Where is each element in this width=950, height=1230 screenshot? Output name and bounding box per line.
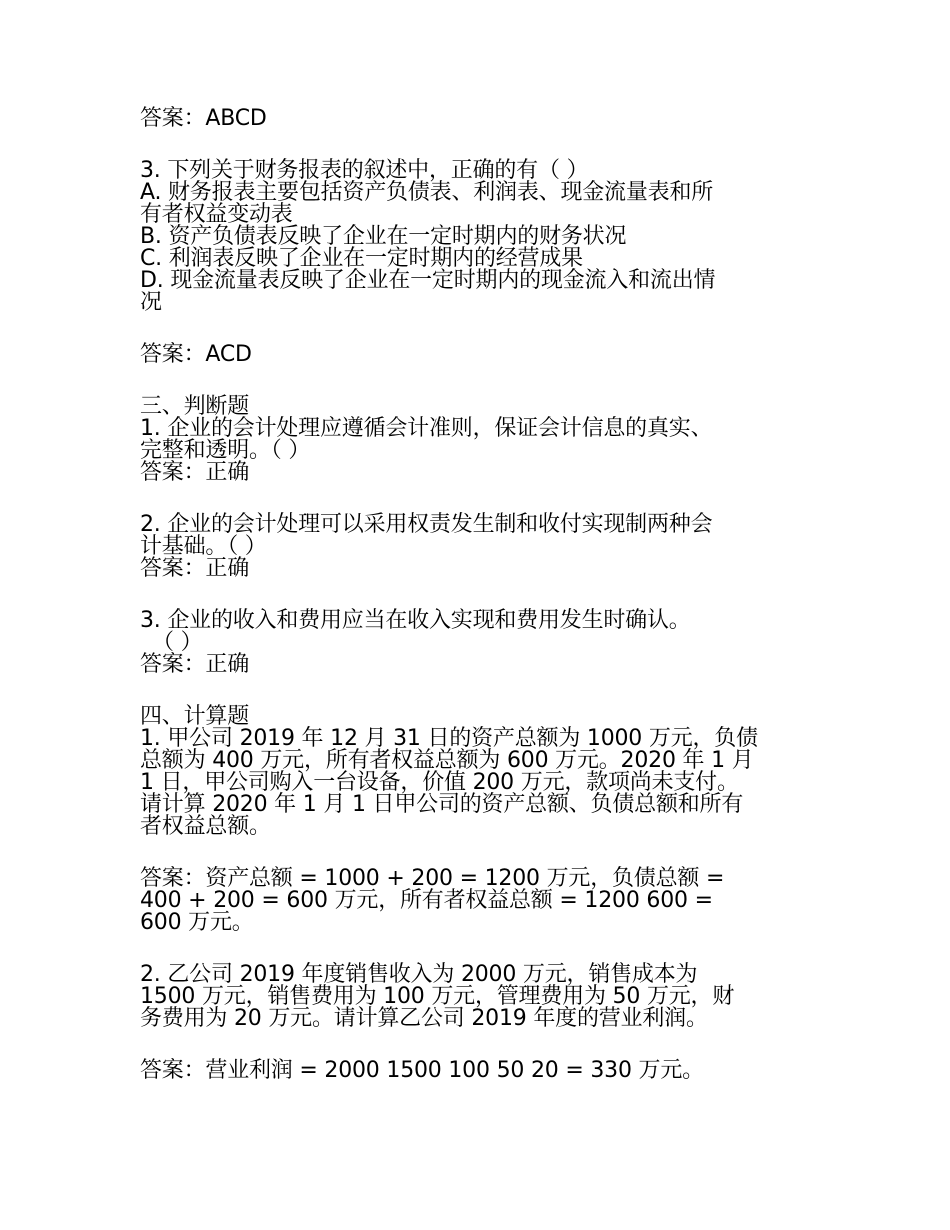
q3-option-a-line1: A. 财务报表主要包括资产负债表、利润表、现金流量表和所	[140, 180, 714, 205]
tf-q1-line1: 1. 企业的会计处理应遵循会计准则，保证会计信息的真实、	[140, 416, 713, 441]
answer-q2: 答案：ABCD	[140, 106, 267, 131]
calc-q1-line4: 请计算 2020 年 1 月 1 日甲公司的资产总额、负债总额和所有	[140, 792, 744, 817]
calc-q1-answer-line3: 600 万元。	[140, 910, 254, 935]
tf-q3-answer: 答案：正确	[140, 652, 250, 677]
calc-q1-answer-line1: 答案：资产总额 = 1000 + 200 = 1200 万元，负债总额 =	[140, 866, 725, 891]
tf-q3-line2: （ ）	[152, 630, 203, 655]
q3-stem: 3. 下列关于财务报表的叙述中，正确的有（ ）	[140, 158, 589, 183]
calc-q2-line1: 2. 乙公司 2019 年度销售收入为 2000 万元，销售成本为	[140, 962, 698, 987]
q3-option-c: C. 利润表反映了企业在一定时期内的经营成果	[140, 246, 583, 271]
calc-q2-line2: 1500 万元，销售费用为 100 万元，管理费用为 50 万元，财	[140, 984, 735, 1009]
calc-q1-line2: 总额为 400 万元，所有者权益总额为 600 万元。2020 年 1 月	[140, 748, 754, 773]
tf-q1-answer: 答案：正确	[140, 460, 250, 485]
tf-q2-line1: 2. 企业的会计处理可以采用权责发生制和收付实现制两种会	[140, 512, 713, 537]
calc-q1-line1: 1. 甲公司 2019 年 12 月 31 日的资产总额为 1000 万元，负债	[140, 726, 758, 751]
section-3-heading: 三、判断题	[140, 394, 250, 419]
tf-q2-answer: 答案：正确	[140, 556, 250, 581]
calc-q1-answer-line2: 400 + 200 = 600 万元，所有者权益总额 = 1200 600 =	[140, 888, 713, 913]
q3-option-d-line1: D. 现金流量表反映了企业在一定时期内的现金流入和流出情	[140, 268, 716, 293]
tf-q3-line1: 3. 企业的收入和费用应当在收入实现和费用发生时确认。	[140, 608, 691, 633]
section-4-heading: 四、计算题	[140, 704, 250, 729]
calc-q2-line3: 务费用为 20 万元。请计算乙公司 2019 年度的营业利润。	[140, 1006, 708, 1031]
calc-q2-answer: 答案：营业利润 = 2000 1500 100 50 20 = 330 万元。	[140, 1058, 704, 1083]
document-page	[140, 100, 812, 1082]
q3-option-d-line2: 况	[140, 290, 162, 315]
q3-option-a-line2: 有者权益变动表	[140, 202, 293, 227]
q3-option-b: B. 资产负债表反映了企业在一定时期内的财务状况	[140, 224, 627, 249]
calc-q1-line5: 者权益总额。	[140, 814, 271, 839]
tf-q1-line2: 完整和透明。（ ）	[140, 438, 311, 463]
answer-q3: 答案：ACD	[140, 342, 252, 367]
calc-q1-line3: 1 日，甲公司购入一台设备，价值 200 万元，款项尚未支付。	[140, 770, 739, 795]
tf-q2-line2: 计基础。（ ）	[140, 534, 267, 559]
